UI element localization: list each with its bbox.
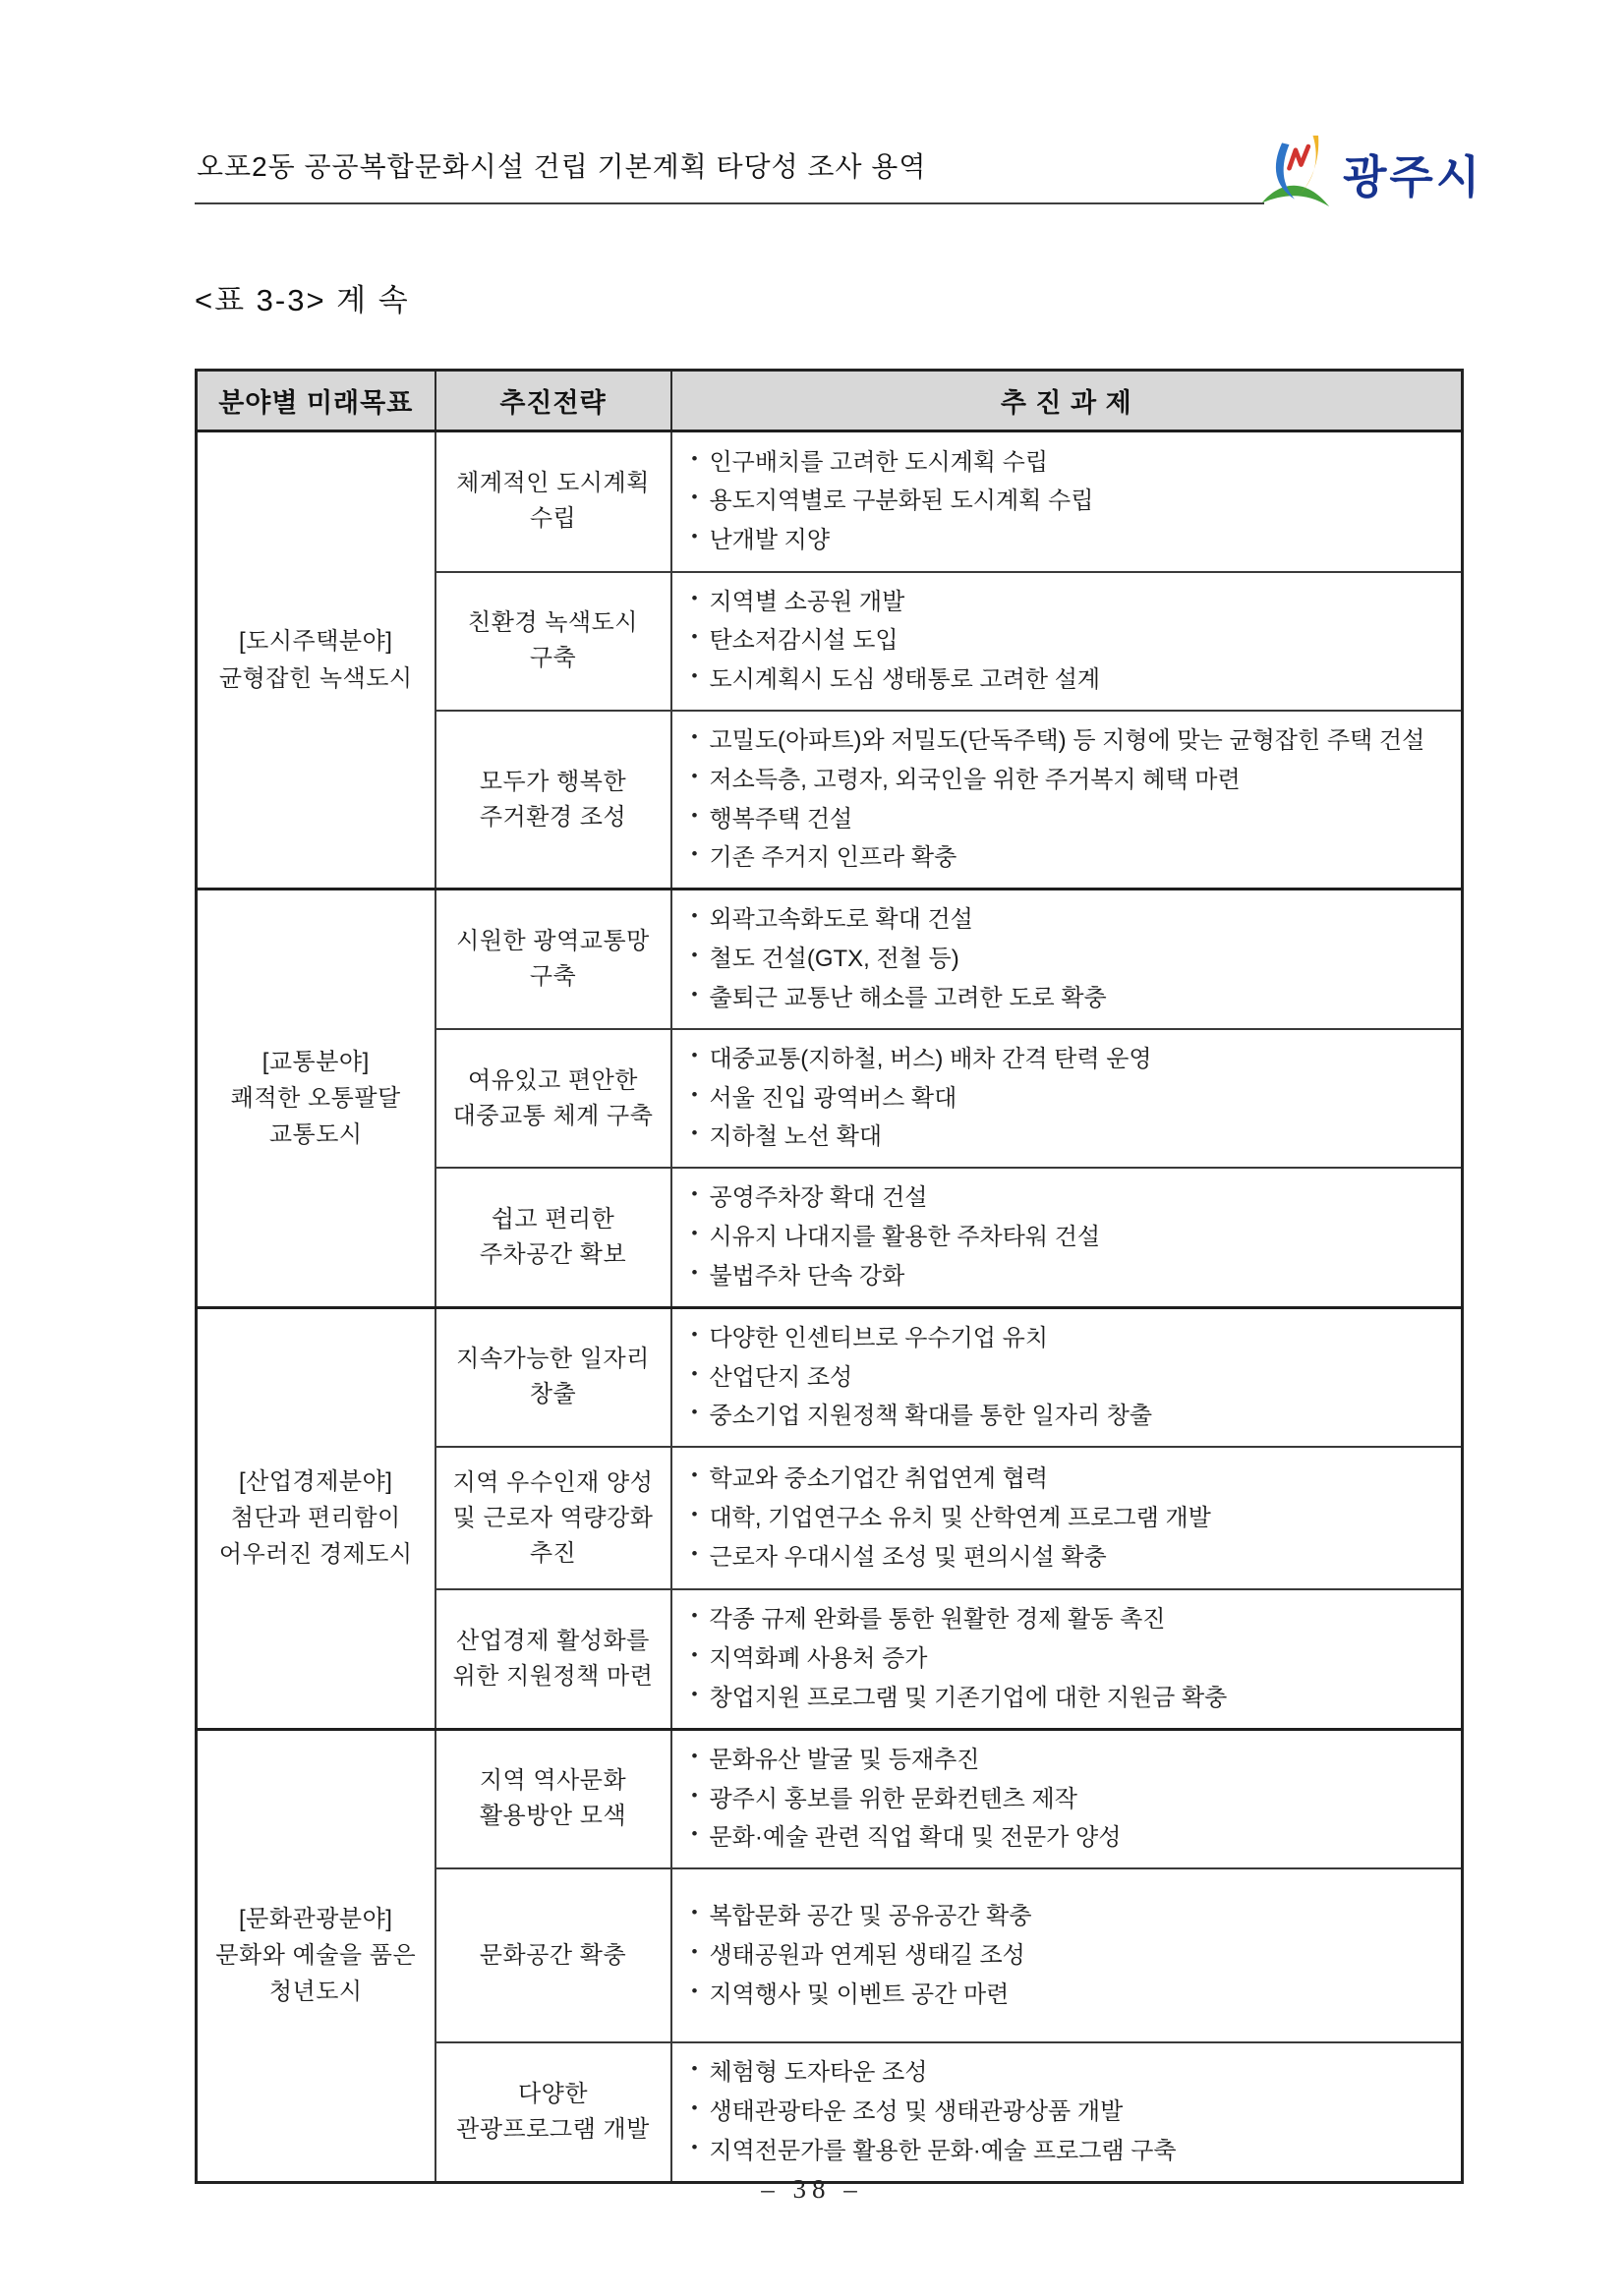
bullet-icon: • (691, 1941, 698, 1961)
task-item (688, 1319, 1452, 1358)
task-text: 용도지역별로 구분화된 도시계획 수립 (709, 488, 1094, 515)
goal-cell (197, 1307, 435, 1729)
task-text: 생태관광타운 조성 및 생태관광상품 개발 (709, 2098, 1124, 2126)
goal-line: 첨단과 편리함이 (230, 1505, 401, 1532)
task-text: 인구배치를 고려한 도시계획 수립 (709, 448, 1049, 476)
bullet-icon: • (691, 844, 698, 864)
task-text: 행복주택 건설 (709, 805, 853, 832)
strategy-line: 체계적인 도시계획 (456, 470, 650, 497)
bullet-icon: • (691, 1045, 698, 1064)
tasks-cell (671, 1729, 1463, 1868)
strategy-cell (435, 1729, 671, 1868)
task-text: 학교와 중소기업간 취업연계 협력 (709, 1464, 1049, 1492)
bullet-icon: • (691, 527, 698, 546)
goal-line: 쾌적한 오통팔달 (230, 1084, 401, 1112)
tasks-cell (671, 1168, 1463, 1307)
task-text: 산업단지 조성 (709, 1363, 853, 1391)
goal-line: [문화관광분야] (239, 1905, 393, 1932)
strategy-cell (435, 1447, 671, 1589)
bullet-icon: • (691, 766, 698, 785)
task-text: 지역행사 및 이벤트 공간 마련 (709, 1980, 1010, 2008)
page-number: – 38 – (761, 2174, 863, 2204)
task-item (688, 1538, 1452, 1578)
strategy-cell (435, 1868, 671, 2042)
strategy-line: 모두가 행복한 (479, 768, 627, 795)
goal-line: 문화와 예술을 품은 (215, 1942, 417, 1970)
strategy-line: 문화공간 확충 (479, 1941, 627, 1969)
strategy-line: 수립 (529, 505, 577, 533)
bullet-icon: • (691, 448, 698, 468)
bullet-icon: • (691, 1224, 698, 1243)
task-text: 대학, 기업연구소 유치 및 산학연계 프로그램 개발 (709, 1504, 1211, 1531)
strategy-line: 주거환경 조성 (479, 803, 627, 831)
task-text: 외곽고속화도로 확대 건설 (709, 906, 973, 934)
strategy-line: 구축 (529, 645, 577, 672)
task-item (688, 482, 1452, 521)
task-text: 창업지원 프로그램 및 기존기업에 대한 지원금 확충 (709, 1684, 1228, 1711)
table-caption: <표 3-3> 계 속 (195, 283, 410, 317)
column-header: 추 진 과 제 (671, 371, 1463, 431)
task-item (688, 443, 1452, 483)
strategy-line: 및 근로자 역량강화 (452, 1504, 654, 1531)
goal-line: 균형잡힌 녹색도시 (218, 664, 413, 692)
task-item (688, 660, 1452, 700)
strategy-line: 관광프로그램 개발 (456, 2115, 650, 2143)
task-item (688, 621, 1452, 660)
task-item (688, 1218, 1452, 1257)
task-item (688, 838, 1452, 878)
task-text: 도시계획시 도심 생태통로 고려한 설계 (709, 666, 1101, 694)
bullet-icon: • (691, 1123, 698, 1143)
bullet-icon: • (691, 1504, 698, 1523)
bullet-icon: • (691, 1262, 698, 1282)
task-item (688, 900, 1452, 940)
task-item (688, 1499, 1452, 1538)
task-item (688, 979, 1452, 1018)
gwangju-city-logo (1258, 130, 1482, 217)
table-header (197, 371, 1463, 431)
bullet-icon: • (691, 1824, 698, 1844)
table-row (197, 1729, 1463, 1868)
bullet-icon: • (691, 1324, 698, 1344)
strategy-cell (435, 1589, 671, 1729)
goal-line: [도시주택분야] (239, 628, 393, 656)
bullet-icon: • (691, 726, 698, 746)
gwangju-emblem-icon (1258, 130, 1331, 217)
task-item (688, 1936, 1452, 1976)
goal-cell (197, 431, 435, 890)
strategy-table-container (195, 369, 1461, 2184)
strategy-cell (435, 890, 671, 1029)
task-text: 탄소저감시설 도입 (709, 627, 899, 655)
tasks-cell (671, 1447, 1463, 1589)
task-item (688, 1897, 1452, 1936)
task-item (688, 2093, 1452, 2132)
bullet-icon: • (691, 588, 698, 607)
task-text: 난개발 지양 (709, 527, 831, 554)
task-item (688, 1040, 1452, 1079)
table-row (197, 890, 1463, 1029)
strategy-line: 여유있고 편안한 (468, 1066, 638, 1094)
strategy-line: 활용방안 모색 (479, 1803, 627, 1830)
task-item (688, 1358, 1452, 1398)
task-item (688, 761, 1452, 800)
task-item (688, 1460, 1452, 1499)
column-header: 분야별 미래목표 (197, 371, 435, 431)
task-text: 시유지 나대지를 활용한 주차타워 건설 (709, 1224, 1101, 1251)
task-text: 기존 주거지 인프라 확충 (709, 844, 957, 872)
task-item (688, 1178, 1452, 1218)
strategy-cell (435, 431, 671, 572)
task-text: 문화·예술 관련 직업 확대 및 전문가 양성 (709, 1824, 1122, 1852)
strategy-cell (435, 1168, 671, 1307)
goal-line: [교통분야] (261, 1048, 370, 1075)
tasks-cell (671, 1868, 1463, 2042)
bullet-icon: • (691, 666, 698, 686)
strategy-cell (435, 1029, 671, 1168)
bullet-icon: • (691, 1684, 698, 1703)
strategy-line: 추진 (529, 1539, 577, 1567)
bullet-icon: • (691, 2098, 698, 2118)
strategy-line: 친환경 녹색도시 (468, 609, 638, 637)
strategy-line: 대중교통 체계 구축 (452, 1102, 654, 1129)
bullet-icon: • (691, 627, 698, 647)
tasks-cell (671, 890, 1463, 1029)
task-item (688, 1257, 1452, 1296)
task-text: 출퇴근 교통난 해소를 고려한 도로 확충 (709, 984, 1107, 1011)
task-item (688, 1118, 1452, 1157)
task-item (688, 721, 1452, 761)
tasks-cell (671, 572, 1463, 711)
task-item (688, 1600, 1452, 1639)
tasks-cell (671, 1307, 1463, 1447)
header-rule (195, 202, 1264, 204)
task-item (688, 940, 1452, 979)
table-row (197, 431, 1463, 572)
tasks-cell (671, 1029, 1463, 1168)
bullet-icon: • (691, 1184, 698, 1204)
task-text: 문화유산 발굴 및 등재추진 (709, 1746, 980, 1773)
task-text: 지하철 노선 확대 (709, 1123, 883, 1151)
bullet-icon: • (691, 2059, 698, 2079)
bullet-icon: • (691, 1403, 698, 1422)
strategy-cell (435, 572, 671, 711)
task-item (688, 1976, 1452, 2015)
task-item (688, 583, 1452, 622)
bullet-icon: • (691, 1645, 698, 1665)
bullet-icon: • (691, 1363, 698, 1383)
strategy-table (195, 369, 1464, 2184)
bullet-icon: • (691, 1785, 698, 1805)
task-text: 불법주차 단속 강화 (709, 1262, 905, 1290)
goal-line: 어우러진 경제도시 (218, 1541, 413, 1569)
goal-cell (197, 890, 435, 1307)
tasks-cell (671, 431, 1463, 572)
strategy-line: 지속가능한 일자리 (456, 1346, 650, 1373)
task-item (688, 1679, 1452, 1718)
tasks-cell (671, 1589, 1463, 1729)
strategy-line: 주차공간 확보 (479, 1241, 627, 1268)
task-text: 다양한 인센티브로 우수기업 유치 (709, 1324, 1049, 1351)
column-header: 추진전략 (435, 371, 671, 431)
task-text: 복합문화 공간 및 공유공간 확충 (709, 1902, 1032, 1929)
task-text: 생태공원과 연계된 생태길 조성 (709, 1941, 1025, 1969)
bullet-icon: • (691, 906, 698, 926)
task-text: 근로자 우대시설 조성 및 편의시설 확충 (709, 1543, 1107, 1571)
task-item (688, 1780, 1452, 1819)
task-item (688, 2053, 1452, 2093)
bullet-icon: • (691, 805, 698, 825)
goal-cell (197, 1729, 435, 2182)
goal-line: 교통도시 (268, 1121, 363, 1149)
document-title: 오포2동 공공복합문화시설 건립 기본계획 타당성 조사 용역 (197, 151, 927, 182)
bullet-icon: • (691, 1084, 698, 1104)
bullet-icon: • (691, 946, 698, 965)
bullet-icon: • (691, 1980, 698, 2000)
task-item (688, 521, 1452, 560)
strategy-line: 구축 (529, 963, 577, 991)
tasks-cell (671, 2042, 1463, 2182)
strategy-line: 시원한 광역교통망 (456, 928, 650, 955)
bullet-icon: • (691, 1746, 698, 1765)
goal-line: [산업경제분야] (239, 1467, 393, 1495)
strategy-cell (435, 1307, 671, 1447)
bullet-icon: • (691, 1543, 698, 1563)
task-text: 광주시 홍보를 위한 문화컨텐츠 제작 (709, 1785, 1077, 1812)
task-text: 지역전문가를 활용한 문화·예술 프로그램 구축 (709, 2137, 1177, 2164)
strategy-line: 위한 지원정책 마련 (452, 1662, 654, 1690)
strategy-line: 다양한 (517, 2080, 589, 2107)
task-item (688, 1639, 1452, 1679)
strategy-line: 지역 역사문화 (479, 1767, 627, 1795)
task-item (688, 2132, 1452, 2171)
task-text: 공영주차장 확대 건설 (709, 1184, 928, 1212)
task-item (688, 1397, 1452, 1436)
bullet-icon: • (691, 2137, 698, 2156)
task-text: 각종 규제 완화를 통한 원활한 경제 활동 촉진 (709, 1606, 1166, 1634)
task-text: 저소득층, 고령자, 외국인을 위한 주거복지 혜택 마련 (709, 766, 1241, 793)
bullet-icon: • (691, 1902, 698, 1922)
task-item (688, 1079, 1452, 1119)
task-text: 지역별 소공원 개발 (709, 588, 905, 615)
goal-line: 청년도시 (268, 1979, 363, 2006)
task-text: 대중교통(지하철, 버스) 배차 간격 탄력 운영 (709, 1045, 1152, 1072)
task-text: 철도 건설(GTX, 전철 등) (709, 946, 959, 973)
task-item (688, 800, 1452, 839)
task-text: 중소기업 지원정책 확대를 통한 일자리 창출 (709, 1403, 1153, 1430)
table-row (197, 1307, 1463, 1447)
strategy-cell (435, 711, 671, 890)
bullet-icon: • (691, 488, 698, 507)
strategy-line: 쉽고 편리한 (491, 1206, 615, 1233)
bullet-icon: • (691, 984, 698, 1004)
task-text: 고밀도(아파트)와 저밀도(단독주택) 등 지형에 맞는 균형잡힌 주택 건설 (709, 726, 1425, 754)
strategy-line: 산업경제 활성화를 (456, 1627, 650, 1654)
task-text: 지역화폐 사용처 증가 (709, 1645, 928, 1673)
tasks-cell (671, 711, 1463, 890)
bullet-icon: • (691, 1606, 698, 1626)
task-text: 서울 진입 광역버스 확대 (709, 1084, 957, 1112)
task-item (688, 1818, 1452, 1858)
bullet-icon: • (691, 1464, 698, 1484)
strategy-line: 창출 (529, 1381, 577, 1408)
strategy-cell (435, 2042, 671, 2182)
task-text: 체험형 도자타운 조성 (709, 2059, 928, 2087)
logo-text: 광주시 (1343, 150, 1483, 202)
task-item (688, 1741, 1452, 1780)
strategy-line: 지역 우수인재 양성 (452, 1468, 654, 1496)
